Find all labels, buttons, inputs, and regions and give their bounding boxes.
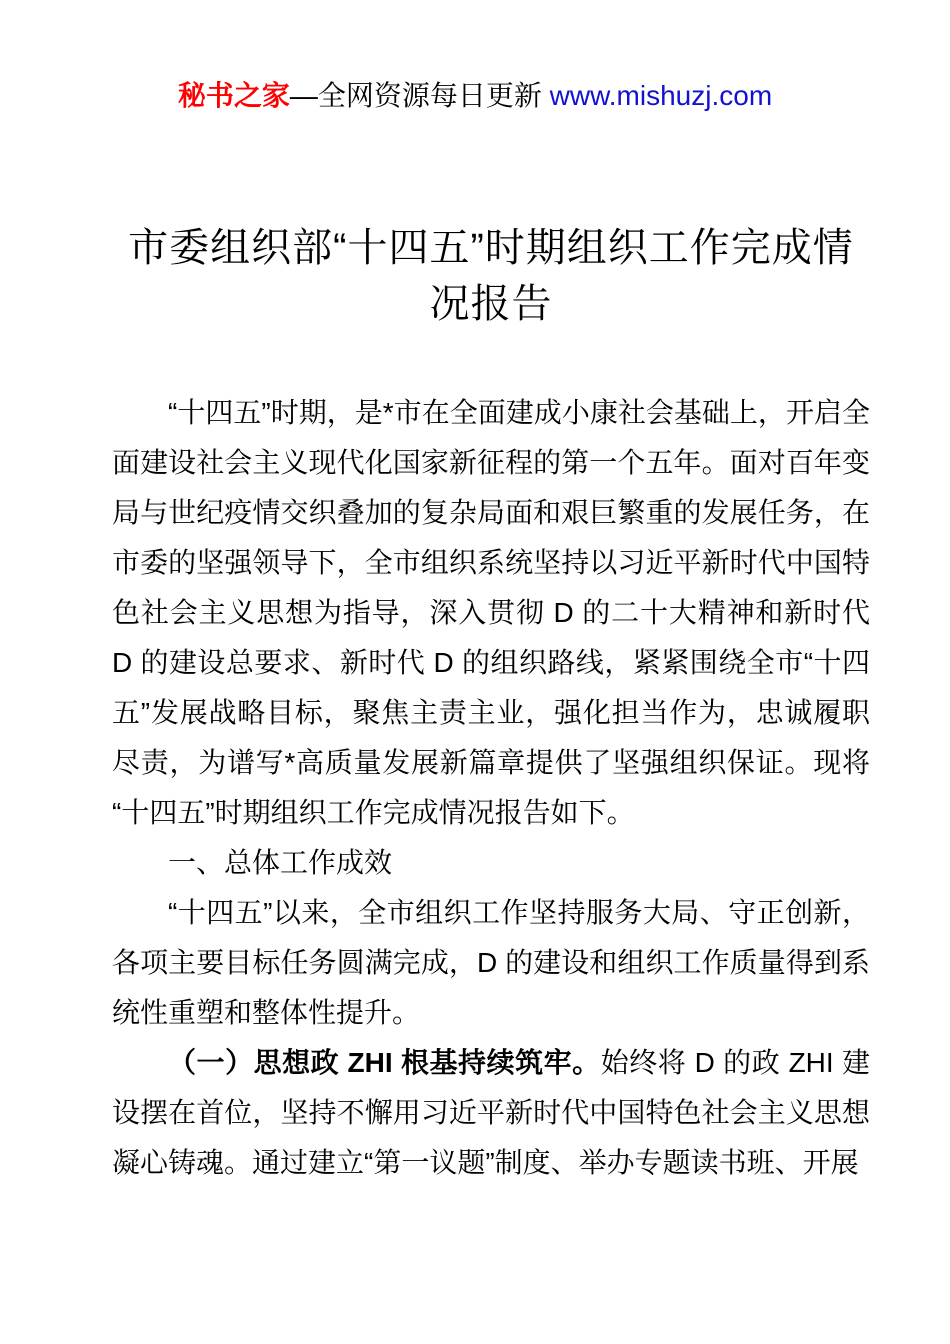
subsection-1-body-text: 始终将 D 的政 ZHI 建设摆在首位，坚持不懈用习近平新时代中国特色社会主义思想凝心铸魂。通过建立“第一议题”制度、举办专题读书班、开展 <box>112 1047 870 1178</box>
document-title: 市委组织部“十四五”时期组织工作完成情况报告 <box>128 226 854 326</box>
intro-paragraph: “十四五”时期，是*市在全面建成小康社会基础上，开启全面建设社会主义现代化国家新征程的第一个五年。面对百年变局与世纪疫情交织叠加的复杂局面和艰巨繁重的发展任务，在市委的坚强领导下，全市组织系统坚持以习近平新时代中国特色社会主义思想为指导，深入贯彻 D 的二十大精神和新时代 D 的建设总要求、新时代 D 的组织路线，紧紧围绕全市“十四五”发展战略目标，聚焦主责主业，强化担当作为，忠诚履职尽责，为谱写*高质量发展新篇章提供了坚强组织保证。现将“十四五”时期组织工作完成情况报告如下。 <box>112 397 870 828</box>
site-header <box>0 76 950 116</box>
site-url-link[interactable]: www.mishuzj.com <box>549 80 773 111</box>
section-heading-1: 一、总体工作成效 <box>168 847 393 878</box>
site-brand: 秘书之家 <box>177 80 290 111</box>
section-1-paragraph: “十四五”以来，全市组织工作坚持服务大局、守正创新，各项主要目标任务圆满完成，D 的建设和组织工作质量得到系统性重塑和整体性提升。 <box>112 897 870 1028</box>
site-tagline: —全网资源每日更新 <box>289 80 550 111</box>
subsection-1-paragraph <box>112 1038 870 1188</box>
document-body <box>112 388 870 1188</box>
subsection-1-lead-bold: （一）思想政 ZHI 根基持续筑牢。 <box>168 1047 601 1078</box>
